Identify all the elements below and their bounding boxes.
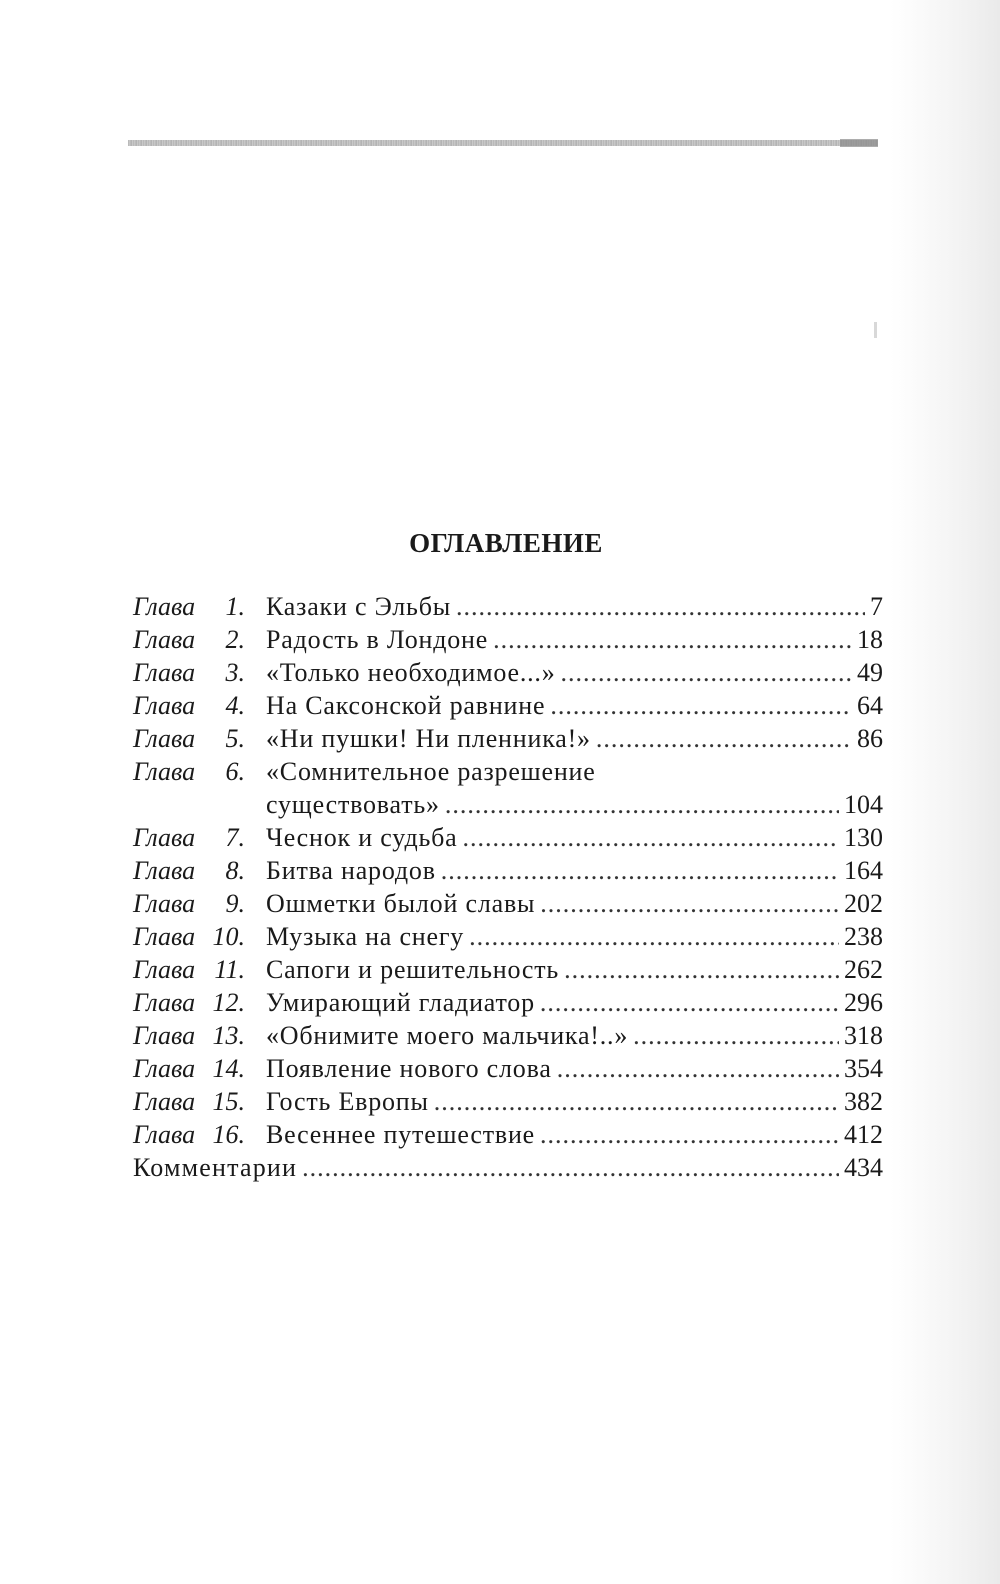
chapter-word: Глава	[133, 856, 196, 885]
page-number: 49	[857, 658, 883, 687]
chapter-word: Глава	[133, 1087, 196, 1116]
chapter-title: На Саксонской равнине	[266, 691, 546, 720]
chapter-number: 3.	[225, 658, 245, 687]
leader-dots	[469, 920, 839, 953]
page-number: 164	[844, 856, 883, 885]
toc-entry-9[interactable]	[133, 887, 883, 920]
toc-entry-4[interactable]	[133, 689, 883, 722]
chapter-title: Радость в Лондоне	[266, 625, 489, 654]
toc-entry-16[interactable]	[133, 1118, 883, 1151]
leader-dots	[596, 722, 852, 755]
leader-dots	[441, 854, 839, 887]
toc-entry-3[interactable]	[133, 656, 883, 689]
chapter-number: 13.	[212, 1021, 245, 1050]
chapter-word: Глава	[133, 1120, 196, 1149]
leader-dots	[445, 788, 839, 821]
toc-entry-comments[interactable]	[133, 1151, 883, 1184]
toc-entry-11[interactable]	[133, 953, 883, 986]
chapter-number: 8.	[225, 856, 245, 885]
page-number: 104	[844, 790, 883, 819]
page-number: 382	[844, 1087, 883, 1116]
chapter-number: 5.	[225, 724, 245, 753]
chapter-title: Весеннее путешествие	[266, 1120, 535, 1149]
toc-entry-5[interactable]	[133, 722, 883, 755]
top-decorative-rule-end	[840, 139, 878, 147]
chapter-word: Глава	[133, 988, 196, 1017]
chapter-title: «Только необходимое...»	[266, 658, 556, 687]
chapter-word: Глава	[133, 1054, 196, 1083]
toc-entry-6-continuation[interactable]	[133, 788, 883, 821]
page-edge-shadow	[890, 0, 1000, 1584]
chapter-number: 16.	[212, 1120, 245, 1149]
chapter-title: Казаки с Эльбы	[266, 592, 451, 621]
page-number: 64	[857, 691, 883, 720]
chapter-title: Появление нового слова	[266, 1054, 552, 1083]
chapter-word: Глава	[133, 592, 196, 621]
toc-entry-6[interactable]	[133, 755, 883, 788]
page-number: 86	[857, 724, 883, 753]
chapter-title: Музыка на снегу	[266, 922, 465, 951]
toc-entry-2[interactable]	[133, 623, 883, 656]
comments-title: Комментарии	[133, 1153, 298, 1182]
chapter-number: 1.	[225, 592, 245, 621]
chapter-title: Битва народов	[266, 856, 436, 885]
chapter-number: 7.	[225, 823, 245, 852]
chapter-number: 12.	[212, 988, 245, 1017]
toc-entry-15[interactable]	[133, 1085, 883, 1118]
page-number: 130	[844, 823, 883, 852]
leader-dots	[633, 1019, 839, 1052]
chapter-number: 10.	[212, 922, 245, 951]
page-number: 238	[844, 922, 883, 951]
leader-dots	[463, 821, 840, 854]
chapter-number: 2.	[225, 625, 245, 654]
chapter-title: Сапоги и решительность	[266, 955, 560, 984]
toc-entry-12[interactable]	[133, 986, 883, 1019]
chapter-number: 14.	[212, 1054, 245, 1083]
toc-entry-13[interactable]	[133, 1019, 883, 1052]
leader-dots	[550, 689, 852, 722]
toc-entry-7[interactable]	[133, 821, 883, 854]
page-number: 262	[844, 955, 883, 984]
leader-dots	[540, 986, 839, 1019]
table-of-contents	[133, 590, 883, 1184]
chapter-word: Глава	[133, 691, 196, 720]
chapter-word: Глава	[133, 922, 196, 951]
leader-dots	[540, 887, 839, 920]
chapter-title: Умирающий гладиатор	[266, 988, 535, 1017]
chapter-word: Глава	[133, 889, 196, 918]
page-number: 412	[844, 1120, 883, 1149]
leader-dots	[434, 1085, 839, 1118]
chapter-number: 11.	[214, 955, 245, 984]
page-number: 434	[844, 1153, 883, 1182]
leader-dots	[493, 623, 852, 656]
scan-speck	[874, 322, 877, 338]
leader-dots	[561, 656, 852, 689]
chapter-word: Глава	[133, 625, 196, 654]
page-title: ОГЛАВЛЕНИЕ	[409, 528, 603, 558]
page-number: 318	[844, 1021, 883, 1050]
chapter-number: 9.	[225, 889, 245, 918]
chapter-word: Глава	[133, 1021, 196, 1050]
chapter-title: «Обнимите моего мальчика!..»	[266, 1021, 629, 1050]
chapter-word: Глава	[133, 724, 196, 753]
top-decorative-rule	[128, 140, 878, 146]
toc-entry-14[interactable]	[133, 1052, 883, 1085]
chapter-number: 4.	[225, 691, 245, 720]
chapter-title: Чеснок и судьба	[266, 823, 458, 852]
leader-dots	[564, 953, 839, 986]
page-number: 7	[870, 592, 883, 621]
toc-entry-10[interactable]	[133, 920, 883, 953]
chapter-word: Глава	[133, 955, 196, 984]
chapter-number: 15.	[212, 1087, 245, 1116]
leader-dots	[456, 590, 865, 623]
chapter-title-continuation: существовать»	[266, 790, 440, 819]
chapter-title: «Сомнительное разрешение	[266, 757, 596, 786]
leader-dots	[540, 1118, 839, 1151]
chapter-word: Глава	[133, 757, 196, 786]
chapter-word: Глава	[133, 658, 196, 687]
chapter-word: Глава	[133, 823, 196, 852]
toc-entry-1[interactable]	[133, 590, 883, 623]
toc-entry-8[interactable]	[133, 854, 883, 887]
chapter-title: Гость Европы	[266, 1087, 429, 1116]
leader-dots	[302, 1151, 839, 1184]
chapter-number: 6.	[225, 757, 245, 786]
page-number: 354	[844, 1054, 883, 1083]
page-number: 18	[857, 625, 883, 654]
page-number: 296	[844, 988, 883, 1017]
chapter-title: Ошметки былой славы	[266, 889, 536, 918]
page-number: 202	[844, 889, 883, 918]
leader-dots	[557, 1052, 839, 1085]
chapter-title: «Ни пушки! Ни пленника!»	[266, 724, 591, 753]
